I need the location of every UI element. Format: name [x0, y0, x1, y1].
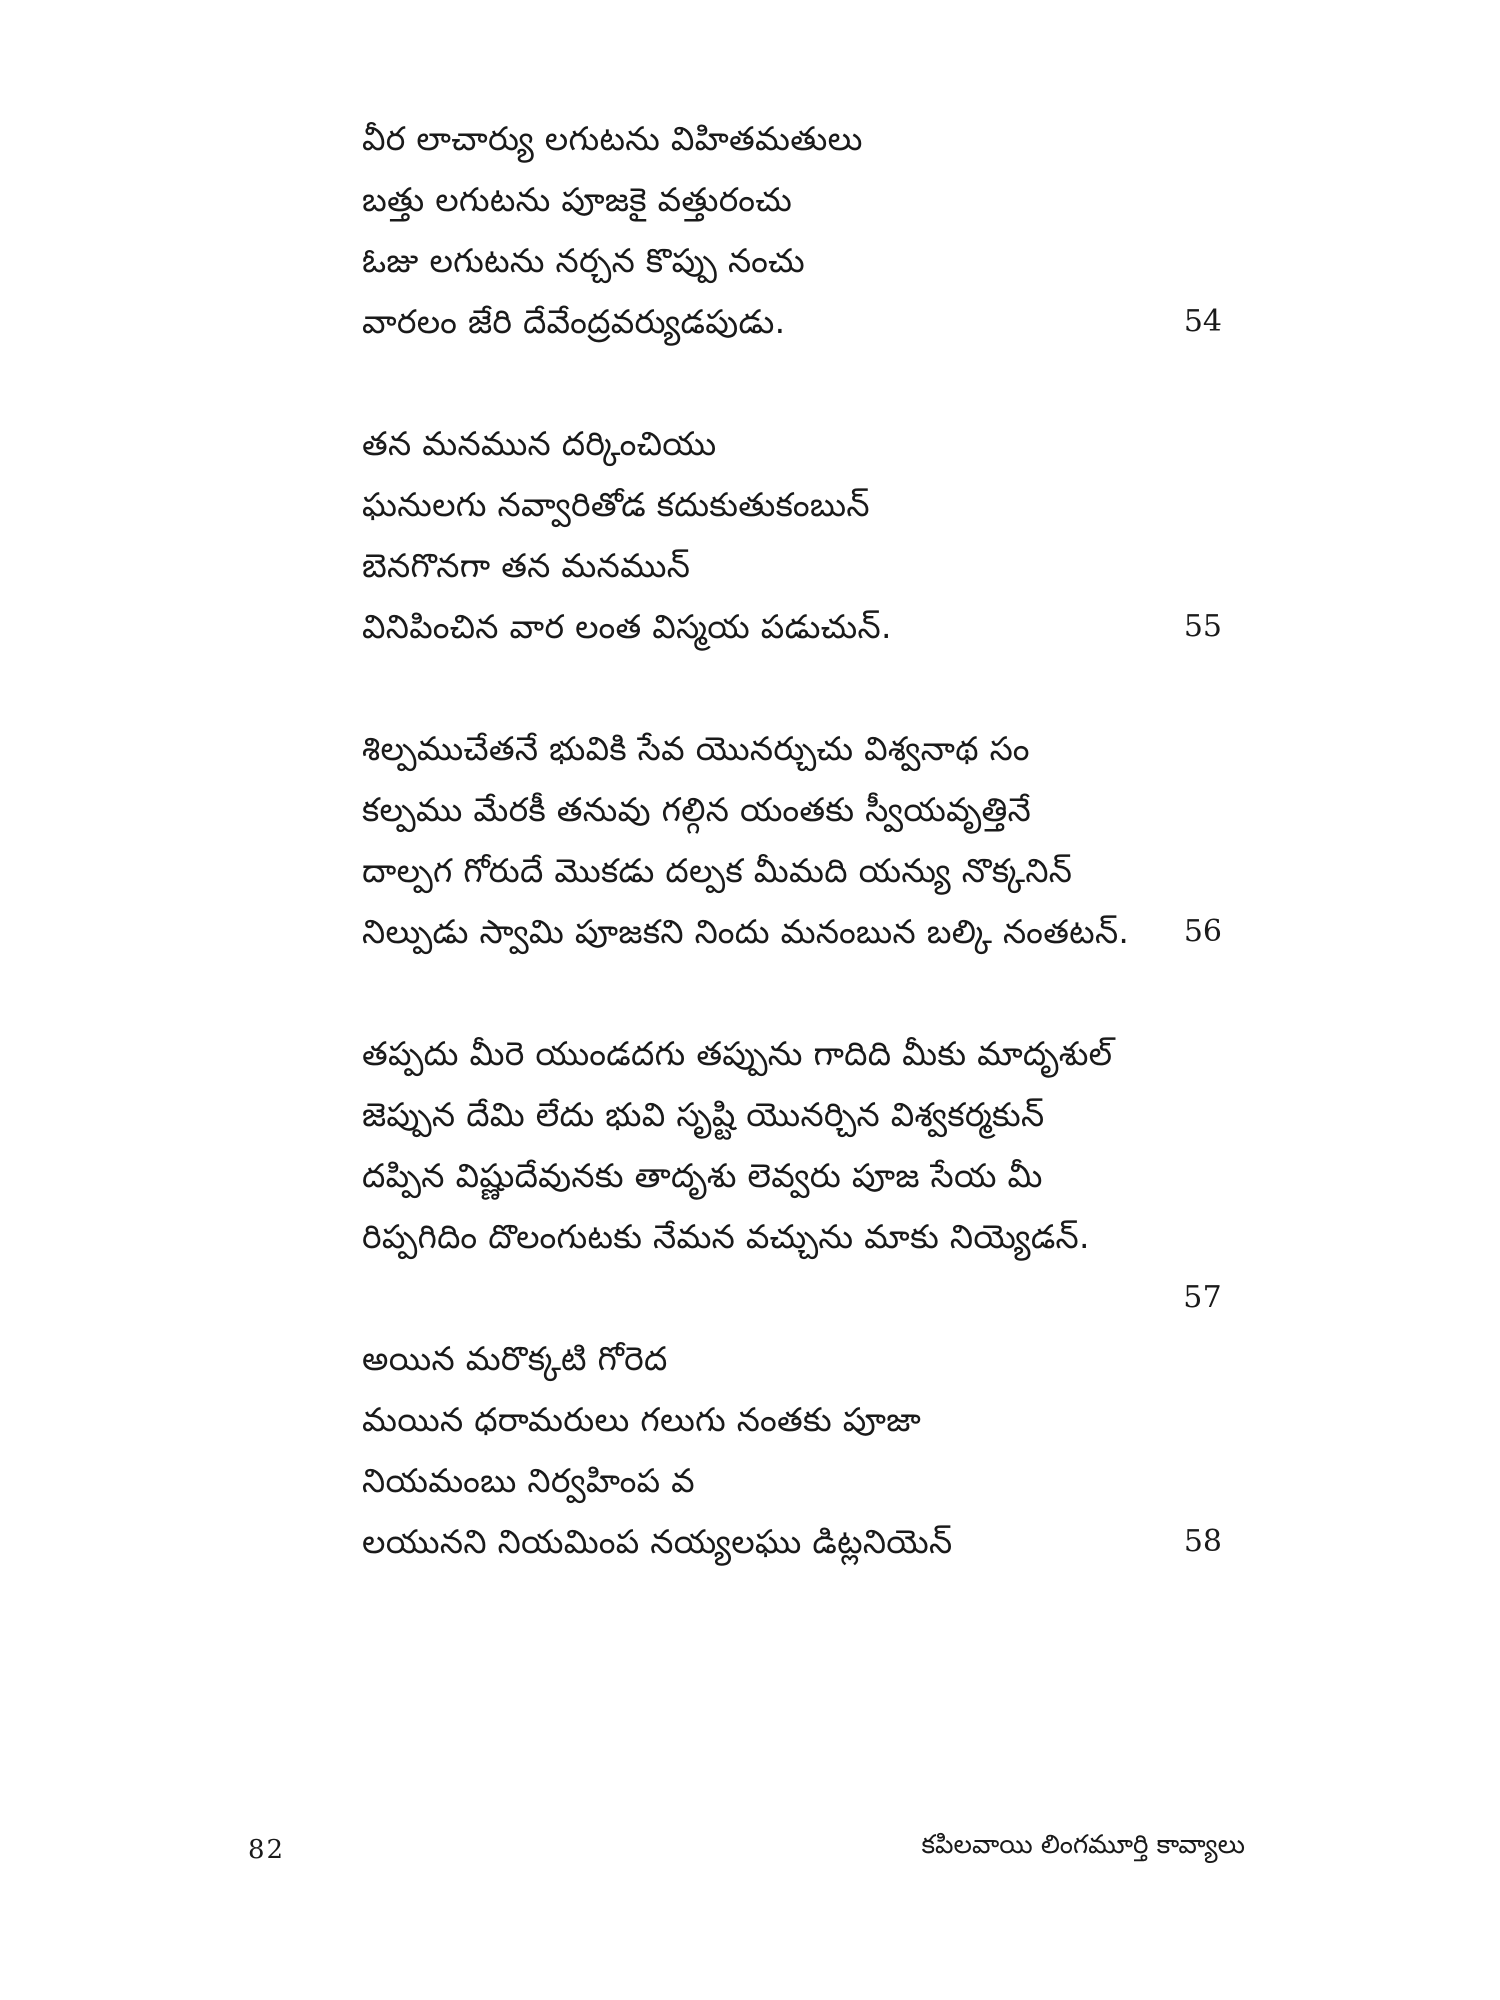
stanza-55: [362, 413, 1222, 657]
verse-line: రిప్పగిదిం దొలంగుటకు నేమన వచ్చును మాకు నియ్యెడన్.: [362, 1217, 1090, 1256]
verse-line: తప్పదు మీరె యుండదగు తప్పును గాదిది మీకు మాదృశుల్: [362, 1034, 1113, 1073]
verse-number-row: [362, 1267, 1222, 1328]
verse-number: 57: [1183, 1280, 1222, 1315]
verse-line: బెనగొనగా తన మనమున్: [362, 546, 691, 585]
verse-line: వీర లాచార్యు లగుటను విహితమతులు: [362, 119, 863, 158]
verse-line: జెప్పున దేమి లేదు భువి సృష్టి యొనర్చిన విశ్వకర్మకున్: [362, 1095, 1045, 1134]
verse-line: నియమంబు నిర్వహింప వ: [362, 1461, 695, 1500]
verse-line: లయునని నియమింప నయ్యలఘు డిట్లనియెన్: [362, 1522, 953, 1561]
verse-number: 54: [1183, 304, 1222, 339]
verse-line: కల్పము మేరకీ తనువు గల్గిన యంతకు స్వీయవృత్తినే: [362, 790, 1032, 829]
verse-line: అయిన మరొక్కటి గోరెద: [362, 1339, 668, 1378]
stanza-54: [362, 108, 1222, 352]
footer-book-title: కపిలవాయి లింగమూర్తి కావ్యాలు: [921, 1830, 1245, 1860]
verse-line: దాల్పగ గోరుదే మొకడు దల్పక మీమది యన్యు నొక్కనిన్: [362, 851, 1073, 890]
stanza-56: [362, 718, 1222, 962]
verse-line: బత్తు లగుటను పూజకై వత్తురంచు: [362, 180, 793, 219]
verse-line: శిల్పముచేతనే భువికి సేవ యొనర్చుచు విశ్వనాథ సం: [362, 729, 1030, 768]
poem-body: [362, 108, 1222, 1572]
verse-line: వారలం జేరి దేవేంద్రవర్యుడపుడు.: [362, 302, 786, 341]
verse-line: ఓజు లగుటను నర్చన కొప్పు నంచు: [362, 241, 805, 280]
stanza-58: [362, 1328, 1222, 1572]
stanza-57: [362, 1023, 1222, 1328]
verse-line: వినిపించిన వార లంత విస్మయ పడుచున్.: [362, 607, 892, 646]
verse-line: మయిన ధరామరులు గలుగు నంతకు పూజా: [362, 1400, 922, 1439]
verse-number: 56: [1183, 914, 1222, 949]
verse-number: 58: [1183, 1524, 1222, 1559]
verse-line: దప్పిన విష్ణుదేవునకు తాదృశు లెవ్వరు పూజ సేయ మీ: [362, 1156, 1043, 1195]
verse-line: తన మనమున దర్కించియు: [362, 424, 717, 463]
footer-page-number: 82: [248, 1835, 286, 1865]
verse-number: 55: [1183, 609, 1222, 644]
verse-line: నిల్పుడు స్వామి పూజకని నిందు మనంబున బల్కి నంతటన్.: [362, 912, 1130, 951]
verse-line: ఘనులగు నవ్వారితోడ కదుకుతుకంబున్: [362, 485, 870, 524]
